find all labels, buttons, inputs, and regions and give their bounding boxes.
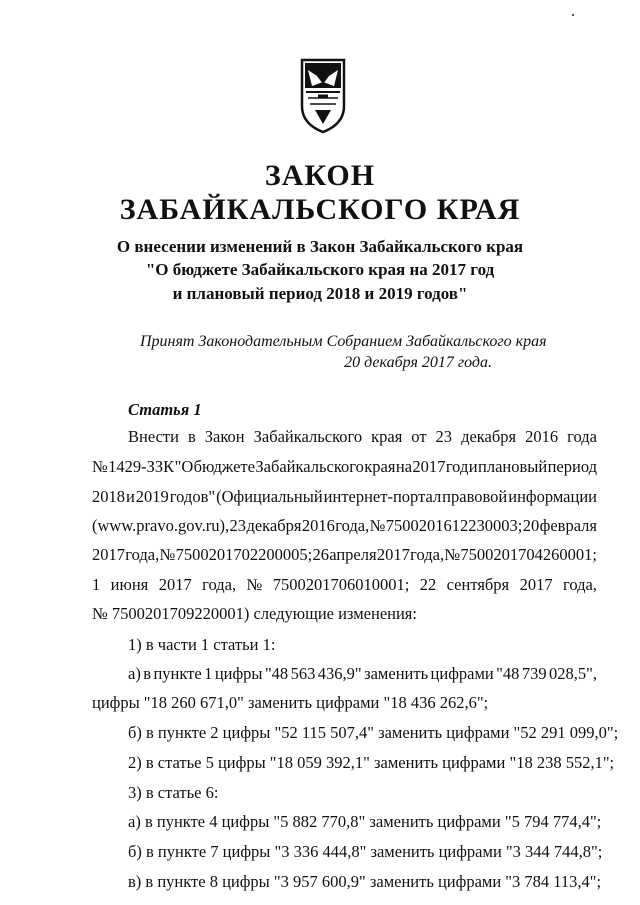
amendment-item: 2) в статье 5 цифры "18 059 392,1" заменить цифрами "18 238 552,1"; bbox=[128, 753, 615, 772]
article-heading: Статья 1 bbox=[128, 400, 202, 419]
law-region-title: ЗАБАЙКАЛЬСКОГО КРАЯ bbox=[119, 193, 521, 226]
amendment-item: а) в пункте 4 цифры "5 882 770,8" заменить цифрами "5 794 774,4"; bbox=[128, 812, 602, 831]
body-line: 2018 и 2019 годов" (Официальный интернет-портал правовой информации bbox=[92, 487, 597, 506]
subtitle-line: "О бюджете Забайкальского края на 2017 год bbox=[145, 260, 495, 279]
amendment-item: в) в пункте 8 цифры "3 957 600,9" заменить цифрами "3 784 113,4"; bbox=[128, 872, 602, 891]
body-line: 2017 года, № 7500201702200005; 26 апреля 2017 года, № 7500201704260001; bbox=[92, 545, 597, 564]
coat-of-arms-emblem bbox=[300, 58, 346, 134]
amendment-item: 3) в статье 6: bbox=[128, 783, 219, 802]
law-title: ЗАКОН bbox=[264, 159, 376, 192]
amendment-item: б) в пункте 2 цифры "52 115 507,4" заменить цифрами "52 291 099,0"; bbox=[128, 723, 619, 742]
amendment-item: 1) в части 1 статьи 1: bbox=[128, 635, 276, 654]
body-line: № 1429-ЗЗК "О бюджете Забайкальского края на 2017 год и плановый период bbox=[92, 457, 597, 476]
scan-mark bbox=[572, 14, 574, 16]
adoption-line: Принят Законодательным Собранием Забайкальского края bbox=[140, 333, 547, 350]
body-line: № 7500201709220001) следующие изменения: bbox=[92, 604, 417, 623]
body-line: 1 июня 2017 года, № 7500201706010001; 22 сентября 2017 года, bbox=[92, 575, 597, 594]
amendment-item: а) в пункте 1 цифры "48 563 436,9" заменить цифрами "48 739 028,5", bbox=[128, 664, 597, 683]
body-line: Внести в Закон Забайкальского края от 23 декабря 2016 года bbox=[128, 427, 597, 446]
subtitle-line: и плановый период 2018 и 2019 годов" bbox=[172, 284, 468, 303]
adoption-date: 20 декабря 2017 года. bbox=[344, 354, 492, 371]
body-line: (www.pravo.gov.ru), 23 декабря 2016 года, № 7500201612230003; 20 февраля bbox=[92, 516, 597, 535]
amendment-item: цифры "18 260 671,0" заменить цифрами "18 436 262,6"; bbox=[92, 693, 489, 712]
amendment-item: б) в пункте 7 цифры "3 336 444,8" заменить цифрами "3 344 744,8"; bbox=[128, 842, 603, 861]
subtitle-line: О внесении изменений в Закон Забайкальского края bbox=[116, 237, 524, 256]
